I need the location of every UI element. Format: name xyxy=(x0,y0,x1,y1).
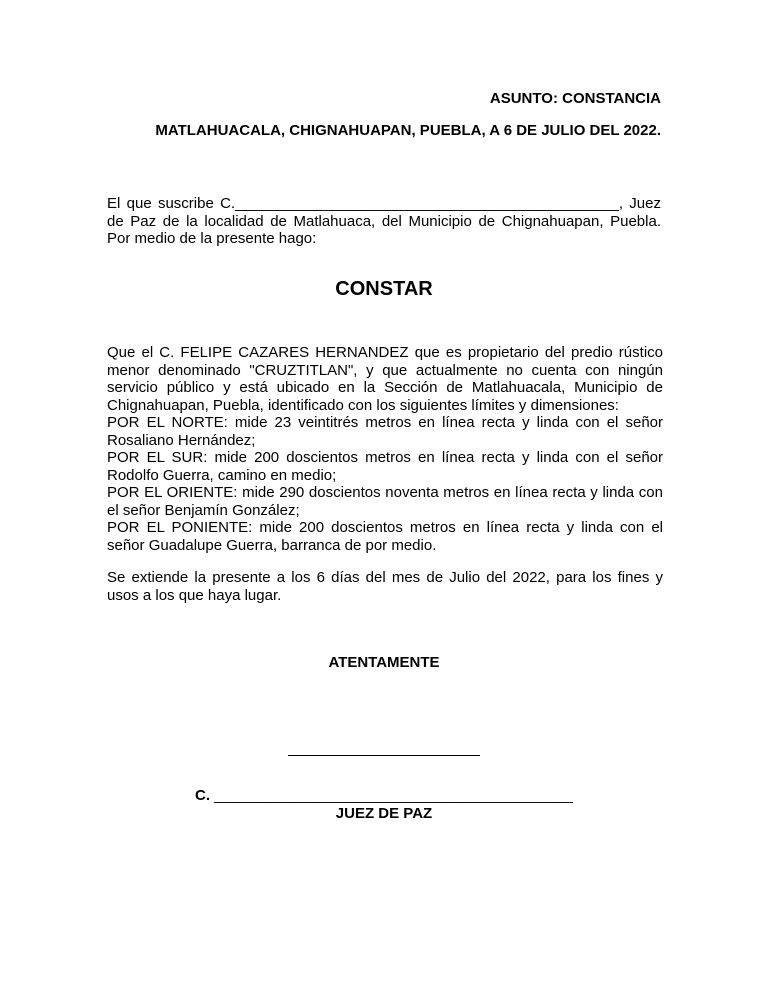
place-date-line: MATLAHUACALA, CHIGNAHUAPAN, PUEBLA, A 6 DE JULIO DEL 2022. xyxy=(155,122,661,139)
body-section xyxy=(107,344,663,554)
document-heading: CONSTAR xyxy=(335,278,433,300)
boundary-oriente: POR EL ORIENTE: mide 290 doscientos noventa metros en línea recta y linda con el señor Benjamín González; xyxy=(107,484,663,519)
intro-line-3: Por medio de la presente hago: xyxy=(107,230,317,247)
judge-name-line xyxy=(195,787,573,805)
boundary-sur: POR EL SUR: mide 200 doscientos metros en línea recta y linda con el señor Rodolfo Guerra, camino en medio; xyxy=(107,449,663,484)
judge-name-blank: ___________________________________________ xyxy=(214,787,573,804)
subject-line: ASUNTO: CONSTANCIA xyxy=(489,90,661,107)
intro-paragraph xyxy=(107,195,661,248)
body-paragraph: Que el C. FELIPE CAZARES HERNANDEZ que es propietario del predio rústico menor denominado "CRUZTITLAN", y que actualmente no cuenta con ningún servicio público y está ubicado en la Sección de Matlahuacala, Municipio de Chignahuapan, Puebla, identificado con los siguientes límites y dimensiones: xyxy=(107,344,663,414)
intro-line-2: de Paz de la localidad de Matlahuaca, del Municipio de Chignahuapan, Puebla. xyxy=(107,212,661,230)
judge-title: JUEZ DE PAZ xyxy=(335,805,433,822)
atentamente-label: ATENTAMENTE xyxy=(328,654,440,671)
boundary-poniente: POR EL PONIENTE: mide 200 doscientos metros en línea recta y linda con el señor Guadalupe Guerra, barranca de por medio. xyxy=(107,519,663,554)
closing-paragraph: Se extiende la presente a los 6 días del mes de Julio del 2022, para los fines y usos a los que haya lugar. xyxy=(107,569,663,604)
intro-line-1: El que suscribe C.______________________________________________, Juez xyxy=(107,195,661,212)
signature-line xyxy=(288,755,480,756)
judge-name-prefix: C. xyxy=(195,787,215,804)
boundary-norte: POR EL NORTE: mide 23 veintitrés metros en línea recta y linda con el señor Rosaliano Hernández; xyxy=(107,414,663,449)
